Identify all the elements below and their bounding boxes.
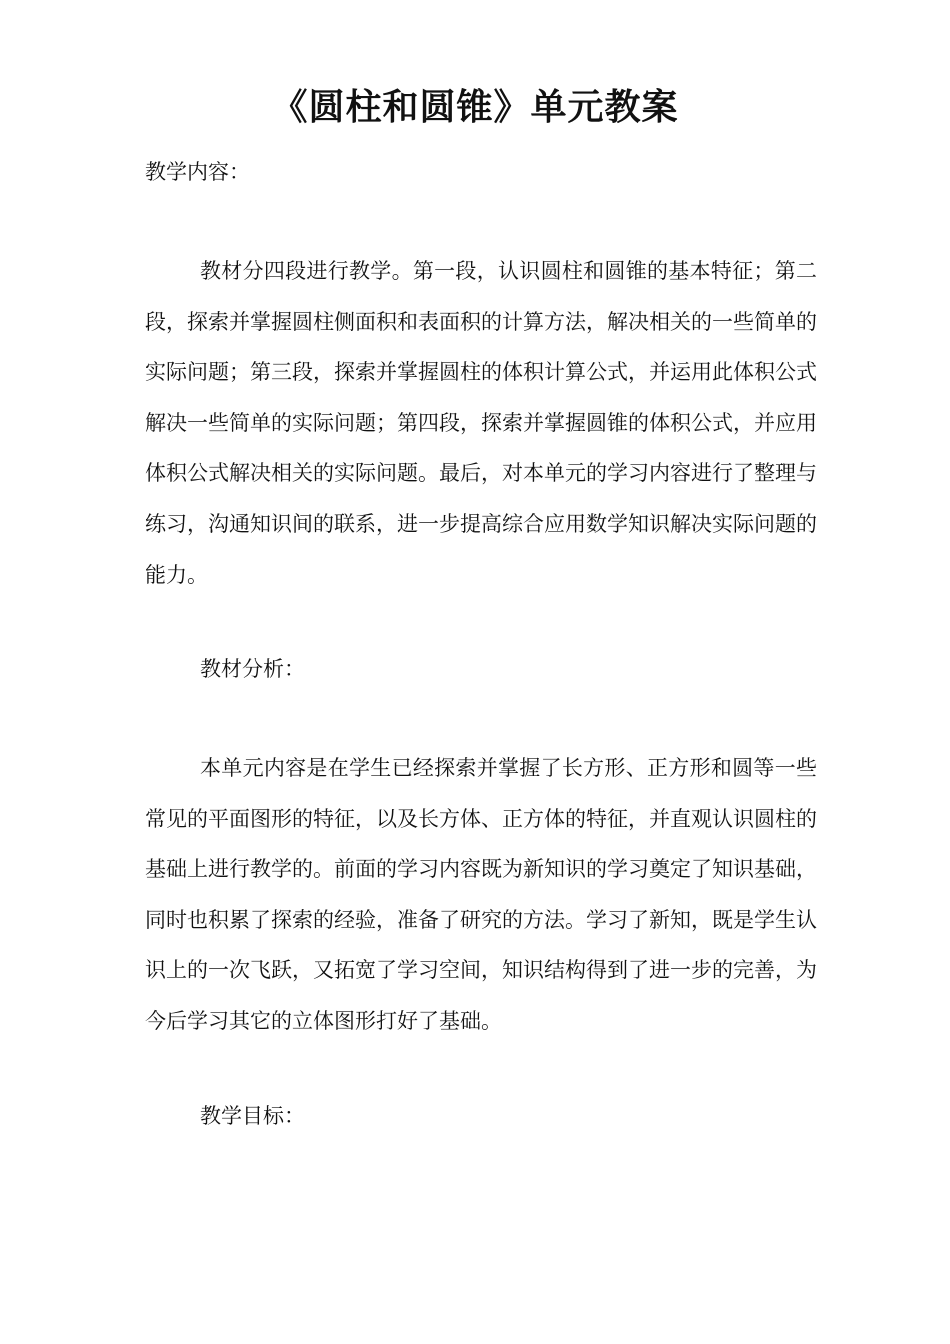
material-analysis-paragraph: 本单元内容是在学生已经探索并掌握了长方形、正方形和圆等一些常见的平面图形的特征，以及长方体、正方体的特征，并直观认识圆柱的基础上进行教学的。前面的学习内容既为新知识的学习奠定了知识基础，同时也积累了探索的经验，准备了研究的方法。学习了新知，既是学生认识上的一次飞跃，又拓宽了学习空间，知识结构得到了进一步的完善，为今后学习其它的立体图形打好了基础。 [145, 756, 817, 1033]
teaching-content-heading: 教学内容： [145, 160, 250, 184]
document-title: 《圆柱和圆锥》单元教案 [271, 86, 679, 128]
material-analysis-heading: 教材分析： [200, 657, 305, 681]
teaching-content-paragraph: 教材分四段进行教学。第一段，认识圆柱和圆锥的基本特征；第二段，探索并掌握圆柱侧面积和表面积的计算方法，解决相关的一些简单的实际问题；第三段，探索并掌握圆柱的体积计算公式，并运用此体积公式解决一些简单的实际问题；第四段，探索并掌握圆锥的体积公式，并应用体积公式解决相关的实际问题。最后，对本单元的学习内容进行了整理与练习，沟通知识间的联系，进一步提高综合应用数学知识解决实际问题的能力。 [145, 259, 817, 587]
teaching-goals-heading: 教学目标： [200, 1104, 305, 1128]
